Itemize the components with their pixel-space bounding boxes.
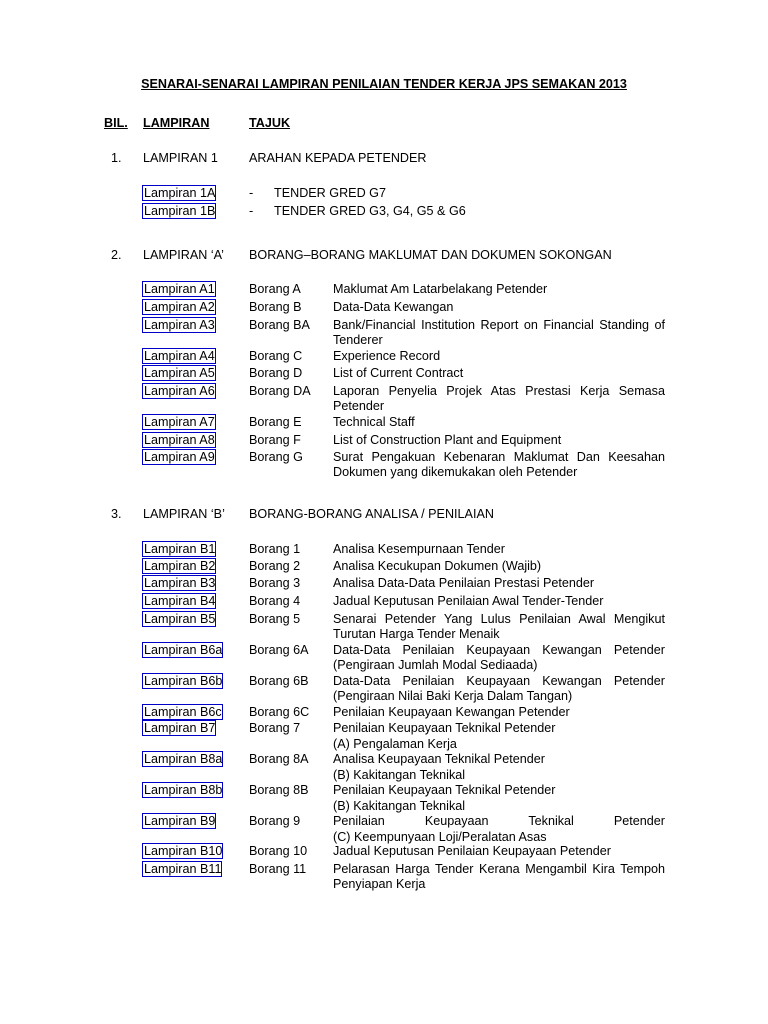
borang-label: Borang F: [249, 433, 301, 447]
lampiran-link[interactable]: Lampiran B4: [144, 594, 216, 608]
item-description: TENDER GRED G3, G4, G5 & G6: [274, 204, 466, 218]
lampiran-link[interactable]: Lampiran 1A: [144, 186, 216, 200]
item-description: Data-Data Penilaian Keupayaan Kewangan Petender (Pengiraan Nilai Baki Kerja Dalam Tangan): [333, 674, 665, 703]
borang-label: Borang A: [249, 282, 301, 296]
item-description: Senarai Petender Yang Lulus Penilaian Awal Mengikut Turutan Harga Tender Menaik: [333, 612, 665, 641]
section-title: BORANG–BORANG MAKLUMAT DAN DOKUMEN SOKONGAN: [249, 248, 612, 262]
lampiran-link[interactable]: Lampiran B11: [144, 862, 222, 876]
lampiran-link[interactable]: Lampiran B9: [144, 814, 216, 828]
borang-label: Borang 11: [249, 862, 307, 876]
item-subdescription: (B) Kakitangan Teknikal: [333, 799, 466, 813]
lampiran-link[interactable]: Lampiran A5: [144, 366, 215, 380]
borang-label: Borang 2: [249, 559, 301, 573]
borang-label: Borang 1: [249, 542, 301, 556]
section-lampiran: LAMPIRAN 1: [143, 151, 218, 165]
borang-label: Borang 9: [249, 814, 301, 828]
item-description: Pelarasan Harga Tender Kerana Mengambil Kira Tempoh Penyiapan Kerja: [333, 862, 665, 891]
borang-label: Borang 6C: [249, 705, 310, 719]
lampiran-link[interactable]: Lampiran B2: [144, 559, 216, 573]
section-lampiran: LAMPIRAN ‘A’: [143, 248, 224, 262]
section-title: BORANG-BORANG ANALISA / PENILAIAN: [249, 507, 494, 521]
item-description: List of Construction Plant and Equipment: [333, 433, 562, 447]
item-description: Analisa Kecukupan Dokumen (Wajib): [333, 559, 542, 573]
item-subdescription: (B) Kakitangan Teknikal: [333, 768, 466, 782]
item-description: Jadual Keputusan Penilaian Awal Tender-Tender: [333, 594, 604, 608]
borang-label: Borang 5: [249, 612, 301, 626]
lampiran-link[interactable]: Lampiran B6a: [144, 643, 223, 657]
item-subdescription: (C) Keempunyaan Loji/Peralatan Asas: [333, 830, 547, 844]
lampiran-link[interactable]: Lampiran A3: [144, 318, 215, 332]
item-description: Analisa Keupayaan Teknikal Petender: [333, 752, 545, 766]
lampiran-link[interactable]: Lampiran B7: [144, 721, 216, 735]
borang-label: Borang BA: [249, 318, 310, 332]
lampiran-link[interactable]: Lampiran A2: [144, 300, 215, 314]
item-description: Penilaian Keupayaan Teknikal Petender: [333, 721, 556, 735]
lampiran-link[interactable]: Lampiran B8b: [144, 783, 223, 797]
item-description: Data-Data Kewangan: [333, 300, 454, 314]
borang-label: Borang 8B: [249, 783, 309, 797]
section-number: 1.: [111, 151, 122, 165]
item-description: Data-Data Penilaian Keupayaan Kewangan Petender (Pengiraan Jumlah Modal Sediaada): [333, 643, 665, 672]
borang-label: Borang D: [249, 366, 303, 380]
borang-label: Borang 7: [249, 721, 301, 735]
item-description: Surat Pengakuan Kebenaran Maklumat Dan Keesahan Dokumen yang dikemukakan oleh Petender: [333, 450, 665, 479]
borang-label: Borang E: [249, 415, 302, 429]
item-description: Analisa Data-Data Penilaian Prestasi Petender: [333, 576, 595, 590]
item-description: Penilaian Keupayaan Teknikal Petender: [333, 814, 665, 828]
lampiran-link[interactable]: Lampiran B6c: [144, 705, 222, 719]
item-dash: -: [249, 204, 254, 218]
item-description: Technical Staff: [333, 415, 415, 429]
item-description: Bank/Financial Institution Report on Financial Standing of Tenderer: [333, 318, 665, 347]
section-number: 2.: [111, 248, 122, 262]
lampiran-link[interactable]: Lampiran A4: [144, 349, 215, 363]
lampiran-link[interactable]: Lampiran A9: [144, 450, 215, 464]
header-lampiran: LAMPIRAN: [143, 116, 210, 130]
lampiran-link[interactable]: Lampiran B6b: [144, 674, 223, 688]
borang-label: Borang 6B: [249, 674, 309, 688]
item-description: TENDER GRED G7: [274, 186, 386, 200]
lampiran-link[interactable]: Lampiran A7: [144, 415, 215, 429]
lampiran-link[interactable]: Lampiran 1B: [144, 204, 216, 218]
header-tajuk: TAJUK: [249, 116, 291, 130]
item-description: Penilaian Keupayaan Teknikal Petender: [333, 783, 556, 797]
item-description: Experience Record: [333, 349, 441, 363]
lampiran-link[interactable]: Lampiran A6: [144, 384, 215, 398]
item-description: Analisa Kesempurnaan Tender: [333, 542, 505, 556]
item-description: Jadual Keputusan Penilaian Keupayaan Petender: [333, 844, 611, 858]
item-description: Penilaian Keupayaan Kewangan Petender: [333, 705, 570, 719]
section-lampiran: LAMPIRAN ‘B’: [143, 507, 225, 521]
lampiran-link[interactable]: Lampiran B1: [144, 542, 216, 556]
borang-label: Borang 4: [249, 594, 301, 608]
borang-label: Borang 6A: [249, 643, 309, 657]
item-dash: -: [249, 186, 254, 200]
borang-label: Borang G: [249, 450, 303, 464]
lampiran-link[interactable]: Lampiran A1: [144, 282, 215, 296]
section-number: 3.: [111, 507, 122, 521]
borang-label: Borang 10: [249, 844, 308, 858]
document-title: SENARAI-SENARAI LAMPIRAN PENILAIAN TENDER KERJA JPS SEMAKAN 2013: [141, 77, 627, 91]
borang-label: Borang 8A: [249, 752, 309, 766]
lampiran-link[interactable]: Lampiran B10: [144, 844, 223, 858]
item-description: Maklumat Am Latarbelakang Petender: [333, 282, 548, 296]
borang-label: Borang DA: [249, 384, 311, 398]
item-subdescription: (A) Pengalaman Kerja: [333, 737, 457, 751]
lampiran-link[interactable]: Lampiran B5: [144, 612, 216, 626]
item-description: Laporan Penyelia Projek Atas Prestasi Kerja Semasa Petender: [333, 384, 665, 413]
borang-label: Borang 3: [249, 576, 301, 590]
borang-label: Borang B: [249, 300, 302, 314]
header-bil: BIL.: [104, 116, 128, 130]
lampiran-link[interactable]: Lampiran A8: [144, 433, 215, 447]
lampiran-link[interactable]: Lampiran B8a: [144, 752, 223, 766]
section-title: ARAHAN KEPADA PETENDER: [249, 151, 427, 165]
borang-label: Borang C: [249, 349, 303, 363]
item-description: List of Current Contract: [333, 366, 464, 380]
lampiran-link[interactable]: Lampiran B3: [144, 576, 216, 590]
